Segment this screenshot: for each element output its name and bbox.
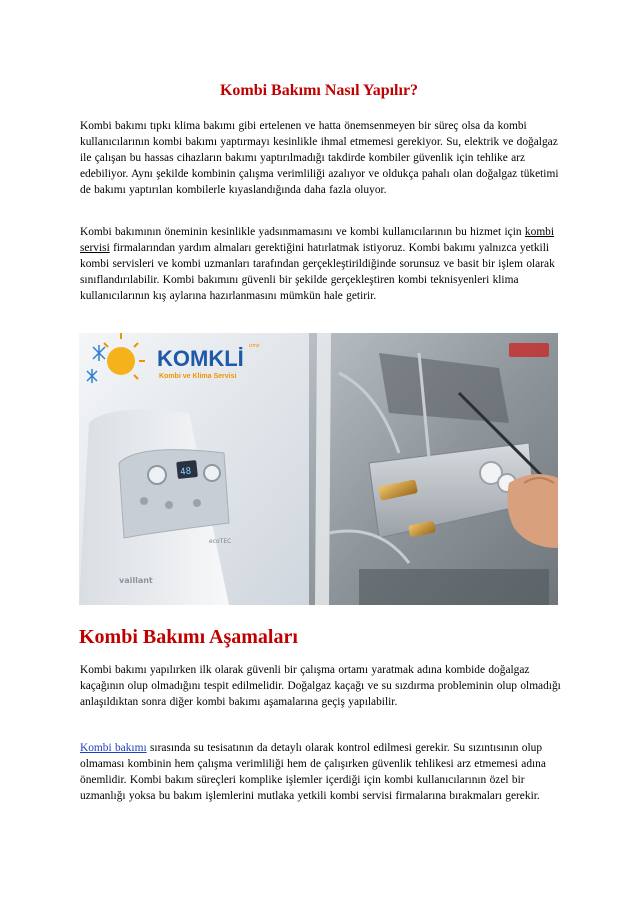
steps-paragraph: Kombi bakımı yapılırken ilk olarak güvenli bir çalışma ortamı yaratmak adına kombide doğalgaz kaçağının olup olmadığını tespit edilmelidir. Doğalgaz kaçağı ve su sızdırma probleminin olup olmadığı anlaşıldıktan sonra diğer kombi bakımı aşamalarına geçiş yapılabilir.: [80, 664, 561, 708]
boiler-brand-label: vaillant: [119, 576, 153, 585]
page-title: Kombi Bakımı Nasıl Yapılır?: [219, 82, 419, 99]
boiler-illustration: [79, 333, 558, 605]
logo-subtitle: Kombi ve Klima Servisi: [159, 373, 237, 380]
boiler-control-panel: [119, 450, 229, 538]
water-check-paragraph: [80, 740, 564, 804]
kombi-servisi-link[interactable]: kombi servisi: [80, 226, 555, 254]
importance-paragraph: [80, 224, 564, 304]
display-reading: 48: [179, 466, 192, 478]
importance-text-end: firmalarından yardım almaları gerektiğini hatırlatmak istiyoruz. Kombi bakımı yalnızca yetkili kombi servisleri ve kombi uzmanları tarafından gerçekleştirildiğinde sorunsuz ve basit bir işlem olarak sınıflandırılabilir. Kombi bakımını güvenli bir şekilde gerçekleştiren kombi teknisyenleri klima kullanıcılarının kış aylarına hazırlanmasını mümkün hale getirir.: [80, 242, 555, 302]
boiler-model-label: ecoTEC: [209, 538, 232, 545]
importance-text-start: Kombi bakımının öneminin kesinlikle yadsınmamasını ve kombi kullanıcılarının bu hizmet için: [80, 226, 525, 238]
water-check-text: sırasında su tesisatının da detaylı olarak kontrol edilmesi gerekir. Su sızıntısının olup olmaması kombinin hem çalışma verimliliği hem de çalışırken güvenlik tehlikesi arz etmemesi adına önemlidir. Kombi bakım süreçleri komplike işlemler içerdiği için kombi kullanıcılarının özel bir uzmanlığı yoksa bu bakım işlemlerini mutlaka yetkili kombi servisi firmalarına bırakmaları gerekir.: [80, 742, 546, 802]
logo-text: KOMKLİ: [157, 346, 244, 371]
right-knob: [204, 465, 220, 481]
kombi-bakimi-link[interactable]: Kombi bakımı: [80, 742, 147, 754]
boiler-service-photo: [79, 333, 558, 605]
logo-superscript: izmir: [249, 343, 260, 349]
intro-paragraph: Kombi bakımı tıpkı klima bakımı gibi ertelenen ve hatta önemsenmeyen bir süreç olsa da kombi kullanıcılarının kombi bakımı yaptırmayı kesinlikle ihmal etmemesi gerekiyor. Su, elektrik ve doğalgaz ile çalışan bu hassas cihazların bakımı yaptırılmadığı takdirde kombiler güvenlik için tehlike arz edebiliyor. Aynı şekilde kombinin çalışma verimliliği azalıyor ve oldukça pahalı olan doğalgaz tüketimi de bakımı yaptırılan kombilerle kıyaslandığında daha fazla oluyor.: [80, 120, 559, 196]
section-heading: Kombi Bakımı Aşamaları: [79, 626, 298, 648]
left-knob: [148, 466, 166, 484]
